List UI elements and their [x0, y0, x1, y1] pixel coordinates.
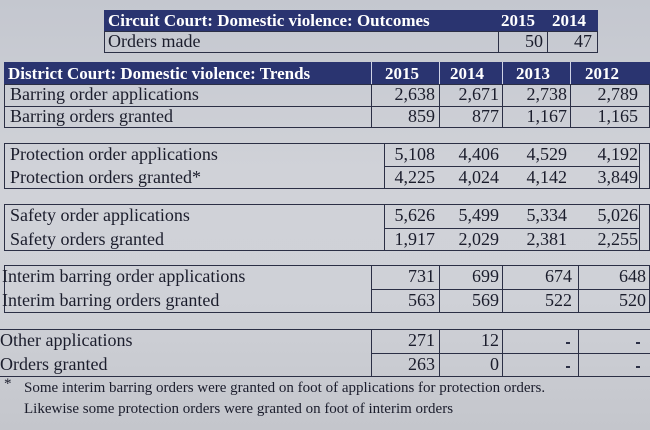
cell-2012 [578, 330, 646, 351]
circuit-value-2015: 50 [525, 31, 543, 51]
row-label: Protection orders granted* [10, 167, 201, 187]
row-label: Interim barring orders granted [2, 290, 220, 310]
circuit-row-label: Orders made [108, 31, 201, 51]
cell-2014: 2,029 [458, 229, 499, 249]
cell-2014: 2,671 [458, 84, 499, 104]
row-label: Safety order applications [10, 205, 190, 225]
cell-2015: 4,225 [394, 167, 435, 187]
district-court-title: District Court: Domestic violence: Trends [8, 64, 311, 83]
cell-2013: 2,381 [526, 229, 567, 249]
district-year-2014: 2014 [450, 64, 484, 83]
footnote-line-1: Some interim barring orders were granted on foot of applications for protection orders. [24, 380, 546, 396]
cell-2012: 3,849 [597, 167, 638, 187]
cell-2013 [502, 354, 572, 375]
cell-2014: 12 [481, 330, 499, 350]
cell-2013: 1,167 [526, 106, 567, 126]
cell-2012: 4,192 [597, 144, 638, 164]
circuit-court-header [104, 10, 598, 31]
row-label: Protection order applications [10, 144, 218, 164]
cell-2015: 2,638 [394, 84, 435, 104]
footnote-line-2: Likewise some protection orders were granted on foot of interim orders [24, 401, 454, 417]
row-label: Barring orders granted [10, 106, 173, 126]
row-label: Safety orders granted [10, 229, 164, 249]
cell-2015: 263 [408, 354, 435, 374]
circuit-year-2014: 2014 [552, 11, 586, 30]
district-year-2012: 2012 [585, 64, 619, 83]
cell-2015: 563 [408, 290, 435, 310]
district-court-header [4, 62, 650, 84]
cell-2013: 2,738 [526, 84, 567, 104]
cell-2012: 520 [619, 290, 646, 310]
cell-2012: 2,255 [597, 229, 638, 249]
cell-2013 [502, 330, 572, 351]
cell-2013: 5,334 [526, 205, 567, 225]
cell-2015: 1,917 [394, 229, 435, 249]
row-label: Barring order applications [10, 84, 199, 104]
cell-2014: 5,499 [458, 205, 499, 225]
cell-2013: 522 [545, 290, 572, 310]
cell-2015: 271 [408, 330, 435, 350]
cell-2012: 2,789 [597, 84, 638, 104]
district-year-2015: 2015 [385, 64, 419, 83]
cell-2014: 4,406 [458, 144, 499, 164]
cell-2015: 5,108 [394, 144, 435, 164]
cell-2015: 5,626 [394, 205, 435, 225]
cell-2014: 699 [472, 266, 499, 286]
cell-2015: 731 [408, 266, 435, 286]
circuit-year-2015: 2015 [501, 11, 535, 30]
dash-mark [566, 366, 570, 368]
cell-2014: 4,024 [458, 167, 499, 187]
cell-2014: 877 [472, 106, 499, 126]
cell-2014: 569 [472, 290, 499, 310]
cell-2012: 648 [619, 266, 646, 286]
cell-2013: 674 [545, 266, 572, 286]
cell-2013: 4,529 [526, 144, 567, 164]
cell-2012: 5,026 [597, 205, 638, 225]
cell-2013: 4,142 [526, 167, 567, 187]
circuit-value-2014: 47 [574, 31, 592, 51]
row-label: Interim barring order applications [2, 266, 246, 286]
dash-mark [566, 342, 570, 344]
circuit-court-title: Circuit Court: Domestic violence: Outcomes [108, 11, 430, 30]
row-label: Orders granted [0, 354, 108, 374]
cell-2012 [578, 354, 646, 375]
district-year-2013: 2013 [516, 64, 550, 83]
cell-2015: 859 [408, 106, 435, 126]
cell-2012: 1,165 [597, 106, 638, 126]
footnote-marker: * [4, 376, 12, 392]
dash-mark [636, 342, 640, 344]
row-label: Other applications [0, 330, 133, 350]
cell-2014: 0 [490, 354, 499, 374]
dash-mark [636, 366, 640, 368]
